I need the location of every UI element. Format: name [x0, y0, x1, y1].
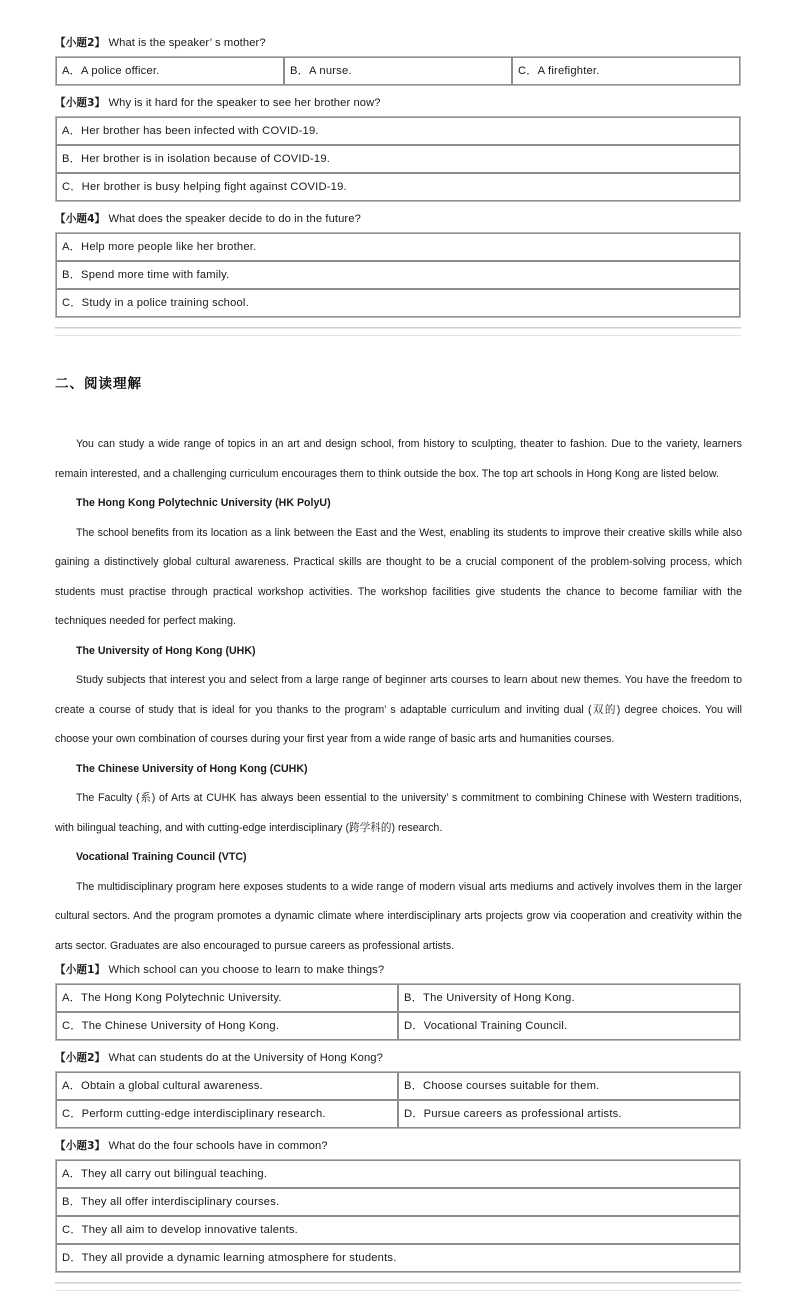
option-table — [55, 232, 741, 318]
option-label: A．The Hong Kong Polytechnic University. — [62, 992, 282, 1004]
option-choice[interactable] — [56, 173, 740, 201]
question-marker: 【小题4】 — [55, 213, 106, 225]
passage-subheading: The Chinese University of Hong Kong (CUHK) — [76, 762, 308, 775]
option-choice[interactable] — [56, 117, 740, 145]
listening-questions-area — [55, 35, 742, 318]
option-choice[interactable] — [512, 57, 740, 85]
option-label: B．They all offer interdisciplinary courses. — [62, 1196, 280, 1208]
option-label: C．They all aim to develop innovative talents. — [62, 1224, 298, 1236]
question-stem — [55, 1138, 742, 1154]
option-table — [55, 1159, 741, 1273]
table-row — [56, 1072, 740, 1100]
passage-paragraph: You can study a wide range of topics in an art and design school, from history to sculpting, theater to fashion. Due to the variety, learners remain interested, and a challenging curriculum encourages them to think outside the box. The top art schools in Hong Kong are listed below. — [55, 438, 742, 480]
option-choice[interactable] — [56, 1160, 740, 1188]
question-text: Why is it hard for the speaker to see her brother now? — [105, 97, 381, 109]
option-choice[interactable] — [284, 57, 512, 85]
question-block — [55, 1050, 742, 1129]
question-marker: 【小题1】 — [55, 964, 106, 976]
passage-paragraph: The Faculty (系) of Arts at CUHK has always been essential to the university’ s commitment to combining Chinese with Western traditions, with bilingual teaching, and with cutting-edge interdisciplinary (跨学科的) research. — [55, 792, 742, 834]
option-label: C．Perform cutting-edge interdisciplinary research. — [62, 1108, 326, 1120]
question-stem — [55, 962, 742, 978]
option-label: C．Study in a police training school. — [62, 297, 249, 309]
question-marker: 【小题2】 — [55, 37, 106, 49]
option-choice[interactable] — [56, 289, 740, 317]
table-row — [56, 145, 740, 173]
option-label: D．They all provide a dynamic learning atmosphere for students. — [62, 1252, 397, 1264]
option-label: A．A police officer. — [62, 65, 160, 77]
option-label: B．Her brother is in isolation because of COVID-19. — [62, 153, 331, 165]
option-choice[interactable] — [398, 1012, 740, 1040]
question-marker: 【小题3】 — [55, 97, 106, 109]
table-row — [56, 233, 740, 261]
option-choice[interactable] — [56, 145, 740, 173]
table-row — [56, 173, 740, 201]
reading-questions-area — [55, 962, 742, 1273]
question-stem — [55, 211, 742, 227]
table-row — [56, 1216, 740, 1244]
option-choice[interactable] — [398, 984, 740, 1012]
question-block — [55, 35, 742, 86]
question-text: What is the speaker’ s mother? — [105, 37, 266, 49]
question-block — [55, 962, 742, 1041]
option-choice[interactable] — [56, 1072, 398, 1100]
question-text: What do the four schools have in common? — [105, 1140, 328, 1152]
question-marker: 【小题3】 — [55, 1140, 106, 1152]
option-label: A．They all carry out bilingual teaching. — [62, 1168, 268, 1180]
table-row — [56, 1188, 740, 1216]
option-label: B．A nurse. — [290, 65, 352, 77]
passage-subheading: Vocational Training Council (VTC) — [76, 851, 247, 863]
table-row — [56, 984, 740, 1012]
passage-paragraph: The school benefits from its location as a link between the East and the West, enabling its students to improve their creative skills while also gaining a distinctively global cultural awareness. Practical skills are thought to be a crucial component of the problem-solving process, which students must practise through practical workshop activities. The workshop facilities give students the chance to become familiar with the techniques needed for perfect making. — [55, 526, 742, 627]
reading-passage — [55, 430, 742, 961]
table-row — [56, 1012, 740, 1040]
option-choice[interactable] — [56, 1188, 740, 1216]
table-row — [56, 261, 740, 289]
question-marker: 【小题2】 — [55, 1052, 106, 1064]
option-table — [55, 1071, 741, 1129]
option-choice[interactable] — [56, 233, 740, 261]
option-choice[interactable] — [56, 1216, 740, 1244]
question-stem — [55, 35, 742, 51]
option-choice[interactable] — [56, 984, 398, 1012]
question-text: What can students do at the University of Hong Kong? — [105, 1052, 383, 1064]
option-label: B．Spend more time with family. — [62, 269, 230, 281]
table-row — [56, 289, 740, 317]
option-choice[interactable] — [56, 1012, 398, 1040]
option-label: B．The University of Hong Kong. — [404, 992, 575, 1004]
option-label: A．Help more people like her brother. — [62, 241, 257, 253]
question-stem — [55, 95, 742, 111]
table-row — [56, 57, 740, 85]
option-label: D．Pursue careers as professional artists. — [404, 1108, 622, 1120]
option-choice[interactable] — [56, 261, 740, 289]
page-bottom-rule — [55, 1282, 741, 1284]
passage-subheading: The Hong Kong Polytechnic University (HK PolyU) — [76, 497, 331, 509]
option-label: C．The Chinese University of Hong Kong. — [62, 1020, 280, 1032]
option-label: A．Obtain a global cultural awareness. — [62, 1080, 263, 1092]
option-label: D．Vocational Training Council. — [404, 1020, 568, 1032]
passage-subheading: The University of Hong Kong (UHK) — [76, 644, 256, 657]
table-row — [56, 1160, 740, 1188]
option-choice[interactable] — [398, 1072, 740, 1100]
passage-paragraph: Study subjects that interest you and select from a large range of beginner arts courses to learn about new themes. You have the freedom to create a course of study that is ideal for you thanks to the program’ s adaptable curriculum and inviting dual (双的) degree choices. You will choose your own combination of courses during your first year from a wide range of basic arts and humanities courses. — [55, 674, 742, 745]
option-table — [55, 116, 741, 202]
option-choice[interactable] — [56, 1244, 740, 1272]
section-heading-reading: 二、阅读理解 — [55, 376, 142, 392]
option-label: C．A firefighter. — [518, 65, 600, 77]
option-choice[interactable] — [56, 57, 284, 85]
passage-paragraph: The multidisciplinary program here exposes students to a wide range of modern visual arts mediums and actively involves them in the larger cultural sectors. And the program promotes a dynamic climate where interdisciplinary arts projects grow via cooperation and creativity within the arts sector. Graduates are also encouraged to pursue careers as professional artists. — [55, 880, 742, 952]
question-block — [55, 95, 742, 202]
question-block — [55, 1138, 742, 1273]
option-label: B．Choose courses suitable for them. — [404, 1080, 600, 1092]
question-text: Which school can you choose to learn to make things? — [105, 964, 385, 976]
section-divider-rule-secondary — [55, 335, 741, 336]
option-table — [55, 56, 741, 86]
question-block — [55, 211, 742, 318]
question-stem — [55, 1050, 742, 1066]
table-row — [56, 1244, 740, 1272]
question-text: What does the speaker decide to do in the future? — [105, 213, 361, 225]
table-row — [56, 117, 740, 145]
option-label: C．Her brother is busy helping fight against COVID-19. — [62, 181, 347, 193]
option-label: A．Her brother has been infected with COVID-19. — [62, 125, 319, 137]
option-table — [55, 983, 741, 1041]
section-divider-rule — [55, 327, 741, 329]
